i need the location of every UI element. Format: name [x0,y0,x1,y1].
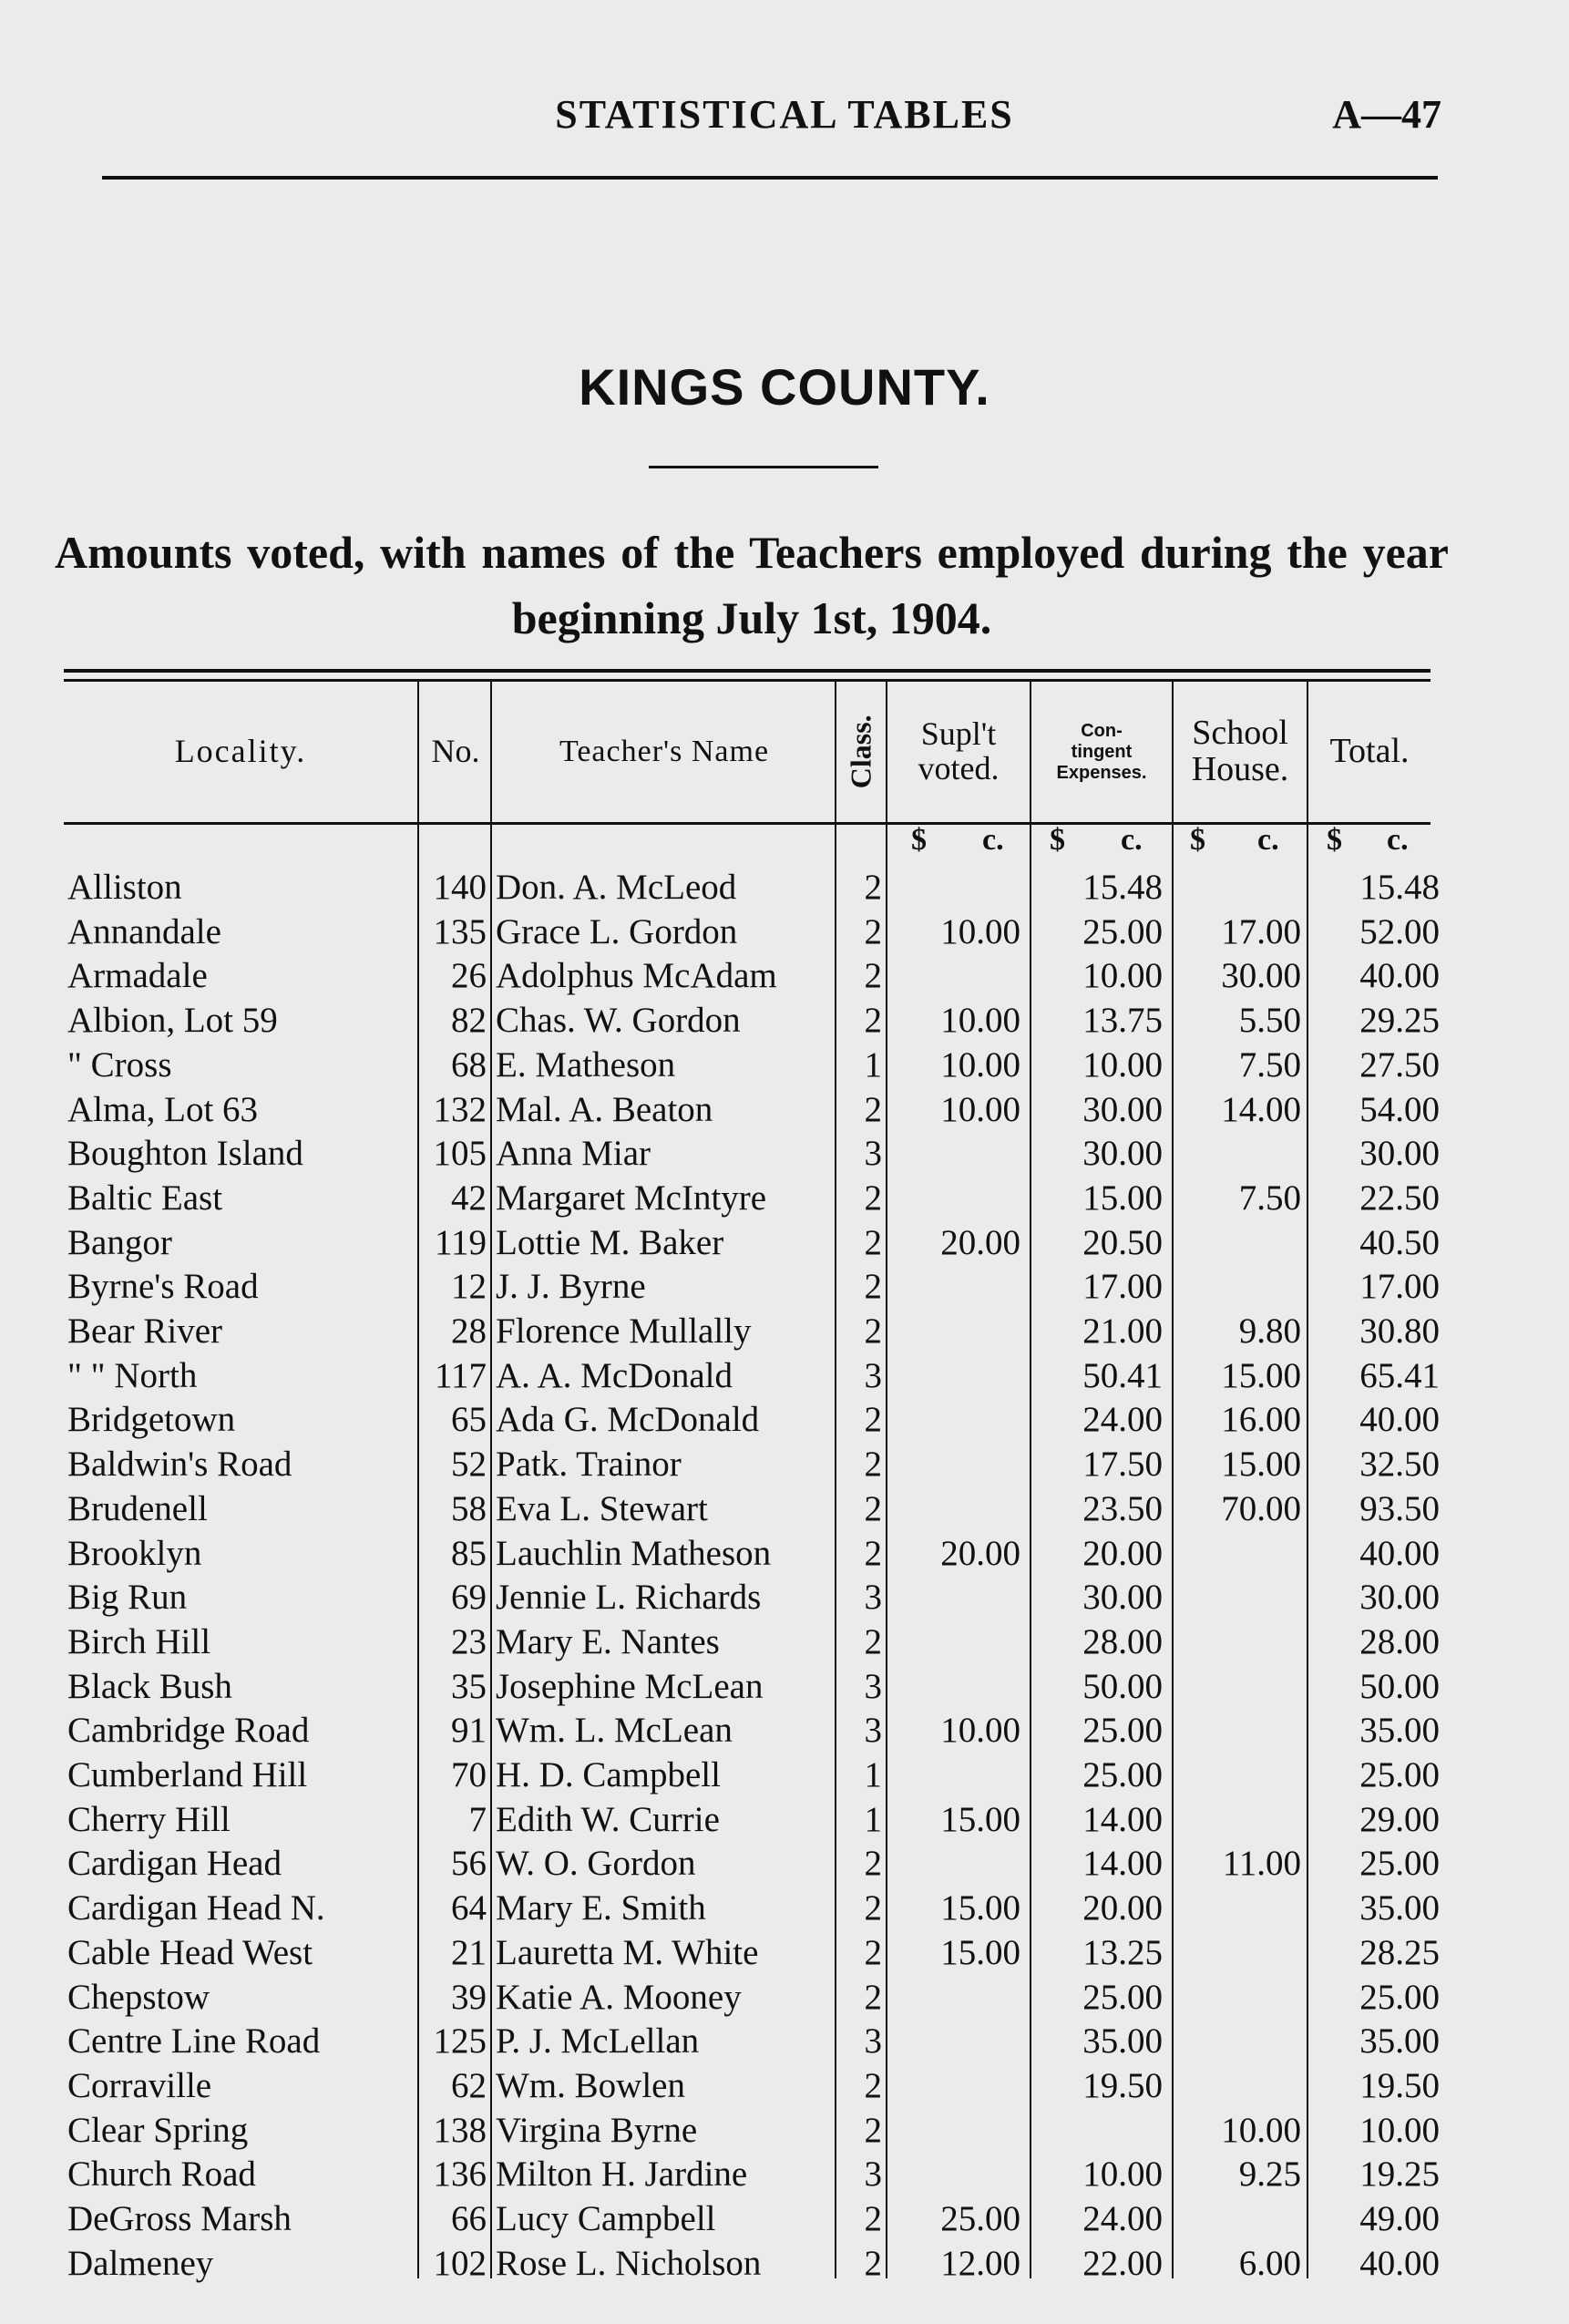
total-cell: 15.48 [1359,868,1440,907]
school-house-cell: 11.00 [1222,1844,1301,1883]
header-locality-text: Locality. [174,733,307,770]
total-cell: 30.00 [1359,1578,1440,1617]
class-cell: 2 [864,1933,882,1972]
class-cell: 2 [864,2199,882,2238]
cents-unit-3: c. [1387,823,1409,857]
column-rule [1172,682,1174,2278]
subtitle: Amounts voted, with names of the Teachers employed during the year beginning July 1st, 1904. [55,527,1449,643]
school-house-cell [1177,1753,1301,1797]
locality-cell: Annandale [67,912,221,951]
teacher-name-cell: J. J. Byrne [496,1267,646,1306]
supl-voted-cell [891,1310,1020,1353]
table-top-rule [64,669,1431,673]
number-cell: 42 [451,1178,487,1218]
class-cell: 2 [864,868,882,907]
supl-voted-cell: 20.00 [940,1223,1020,1262]
class-cell: 2 [864,1400,882,1439]
school-house-cell [1177,1976,1301,2020]
teacher-name-cell: Wm. L. McLean [496,1711,733,1750]
header-no [421,682,490,822]
contingent-cell: 17.50 [1082,1445,1163,1484]
contingent-cell: 20.00 [1082,1534,1163,1573]
total-cell: 28.00 [1359,1622,1440,1661]
class-cell: 2 [864,1844,882,1883]
locality-cell: " " North [67,1356,198,1395]
total-cell: 65.41 [1359,1356,1440,1395]
class-cell: 2 [864,1489,882,1528]
number-cell: 125 [433,2021,487,2061]
number-cell: 135 [433,912,487,951]
locality-cell: Bridgetown [67,1400,236,1439]
school-house-cell: 9.80 [1238,1311,1301,1351]
number-cell: 58 [451,1489,487,1528]
supl-voted-cell [891,2064,1020,2108]
contingent-cell: 30.00 [1082,1134,1163,1173]
class-cell: 2 [864,2111,882,2150]
supl-voted-cell [891,1132,1020,1176]
school-house-cell: 17.00 [1221,912,1301,951]
school-house-cell [1177,1132,1301,1176]
contingent-cell: 15.48 [1082,868,1163,907]
number-cell: 66 [451,2199,487,2238]
number-cell: 21 [451,1933,487,1972]
supl-voted-cell: 10.00 [940,1090,1020,1129]
locality-cell: Dalmeney [67,2244,214,2283]
header-teacher-name [494,682,835,822]
contingent-cell: 24.00 [1082,1400,1163,1439]
number-cell: 65 [451,1400,487,1439]
supl-voted-cell: 25.00 [940,2199,1020,2238]
teacher-name-cell: E. Matheson [496,1045,676,1085]
dollar-unit-2: $ [1190,823,1205,857]
contingent-cell: 23.50 [1082,1489,1163,1528]
supl-voted-cell [891,1842,1020,1886]
number-cell: 35 [451,1667,487,1706]
number-cell: 136 [433,2154,487,2194]
number-cell: 56 [451,1844,487,1883]
class-cell: 2 [864,1622,882,1661]
class-cell: 3 [864,2021,882,2061]
locality-cell: DeGross Marsh [67,2199,292,2238]
number-cell: 62 [451,2066,487,2105]
total-cell: 29.25 [1359,1001,1440,1040]
locality-cell: Alma, Lot 63 [67,1090,259,1129]
supl-voted-cell [891,1665,1020,1709]
total-cell: 50.00 [1359,1667,1440,1706]
number-cell: 105 [433,1134,487,1173]
teacher-name-cell: Margaret McIntyre [496,1178,767,1218]
teacher-name-cell: Anna Miar [496,1134,651,1173]
school-house-cell [1177,1931,1301,1975]
class-cell: 2 [864,1178,882,1218]
total-cell: 54.00 [1359,1090,1440,1129]
locality-cell: Black Bush [67,1667,232,1706]
header-school-line2: House. [1191,750,1289,788]
number-cell: 82 [451,1001,487,1040]
teacher-name-cell: Grace L. Gordon [496,912,738,951]
school-house-cell [1177,1887,1301,1930]
total-cell: 35.00 [1359,1711,1440,1750]
header-teacher-text: Teacher's Name [559,735,770,769]
teacher-name-cell: Edith W. Currie [496,1800,720,1839]
header-contingent-line2: tingent [1071,741,1133,762]
school-house-cell [1177,1532,1301,1576]
header-total-text: Total. [1329,732,1410,771]
total-cell: 25.00 [1359,1978,1440,2017]
contingent-cell: 25.00 [1082,1711,1163,1750]
locality-cell: Bangor [67,1223,172,1262]
school-house-cell [1177,2064,1301,2108]
contingent-cell: 20.00 [1082,1888,1163,1928]
class-cell: 3 [864,1134,882,1173]
class-cell: 1 [864,1800,882,1839]
total-cell: 25.00 [1359,1755,1440,1794]
column-rule [1307,682,1308,2278]
locality-cell: Albion, Lot 59 [67,1001,278,1040]
teacher-name-cell: Lauchlin Matheson [496,1534,772,1573]
county-title: KINGS COUNTY. [579,358,990,416]
contingent-cell: 15.00 [1082,1178,1163,1218]
teacher-name-cell: Lauretta M. White [496,1933,759,1972]
contingent-cell: 17.00 [1082,1267,1163,1306]
supl-voted-cell [891,1177,1020,1220]
teacher-name-cell: Lucy Campbell [496,2199,716,2238]
teacher-name-cell: Don. A. McLeod [496,868,737,907]
locality-cell: Cable Head West [67,1933,313,1972]
dollar-unit-3: $ [1327,823,1342,857]
contingent-cell: 24.00 [1082,2199,1163,2238]
class-cell: 2 [864,2244,882,2283]
supl-voted-cell [891,954,1020,998]
supl-voted-cell: 12.00 [940,2244,1020,2283]
contingent-cell: 28.00 [1082,1622,1163,1661]
number-cell: 68 [451,1045,487,1085]
column-rule [490,682,492,2278]
total-cell: 40.00 [1359,1534,1440,1573]
school-house-cell [1177,1576,1301,1620]
teacher-name-cell: Josephine McLean [496,1667,764,1706]
header-no-text: No. [431,733,480,770]
contingent-cell: 35.00 [1082,2021,1163,2061]
supl-voted-cell [891,1976,1020,2020]
teacher-name-cell: Mary E. Smith [496,1888,706,1928]
total-cell: 40.00 [1359,1400,1440,1439]
total-cell: 40.00 [1359,2244,1440,2283]
total-cell: 35.00 [1359,2021,1440,2061]
class-cell: 1 [864,1755,882,1794]
contingent-cell: 13.75 [1082,1001,1163,1040]
locality-cell: Byrne's Road [67,1267,259,1306]
locality-cell: Brudenell [67,1489,208,1528]
number-cell: 39 [451,1978,487,2017]
class-cell: 1 [864,1045,882,1085]
header-class [838,682,884,822]
supl-voted-cell [891,1576,1020,1620]
contingent-cell: 10.00 [1082,956,1163,995]
school-house-cell: 15.00 [1221,1356,1301,1395]
locality-cell: Cumberland Hill [67,1755,308,1794]
number-cell: 23 [451,1622,487,1661]
teacher-name-cell: W. O. Gordon [496,1844,696,1883]
contingent-cell [1035,2109,1163,2153]
number-cell: 28 [451,1311,487,1351]
header-class-text: Class. [844,715,877,789]
total-cell: 40.00 [1359,956,1440,995]
cents-unit-1: c. [1121,823,1143,857]
class-cell: 3 [864,1578,882,1617]
school-house-cell: 9.25 [1238,2154,1301,2194]
class-cell: 2 [864,1223,882,1262]
header-supl-voted [889,682,1028,822]
supl-voted-cell [891,1443,1020,1486]
teacher-name-cell: Florence Mullally [496,1311,752,1351]
class-cell: 2 [864,2066,882,2105]
total-cell: 40.50 [1359,1223,1440,1262]
contingent-cell: 25.00 [1082,912,1163,951]
supl-voted-cell [891,2109,1020,2153]
running-title: STATISTICAL TABLES [555,92,1014,137]
total-cell: 93.50 [1359,1489,1440,1528]
total-cell: 19.50 [1359,2066,1440,2105]
class-cell: 2 [864,912,882,951]
total-cell: 17.00 [1359,1267,1440,1306]
total-cell: 30.00 [1359,1134,1440,1173]
cents-unit-0: c. [982,823,1004,857]
locality-cell: Brooklyn [67,1534,202,1573]
column-rule [1030,682,1031,2278]
teacher-name-cell: Adolphus McAdam [496,956,777,995]
supl-voted-cell [891,2153,1020,2196]
school-house-cell [1177,1798,1301,1842]
header-total [1310,682,1429,822]
school-house-cell [1177,1265,1301,1309]
contingent-cell: 30.00 [1082,1578,1163,1617]
total-cell: 29.00 [1359,1800,1440,1839]
school-house-cell [1177,1620,1301,1664]
school-house-cell: 70.00 [1221,1489,1301,1528]
locality-cell: Corraville [67,2066,212,2105]
contingent-cell: 50.41 [1082,1356,1163,1395]
school-house-cell: 15.00 [1221,1445,1301,1484]
teacher-name-cell: Ada G. McDonald [496,1400,760,1439]
number-cell: 12 [451,1267,487,1306]
total-cell: 10.00 [1359,2111,1440,2150]
supl-voted-cell: 15.00 [940,1888,1020,1928]
locality-cell: Big Run [67,1578,188,1617]
class-cell: 3 [864,2154,882,2194]
school-house-cell [1177,2020,1301,2063]
number-cell: 140 [433,868,487,907]
supl-voted-cell: 10.00 [940,1045,1020,1085]
teacher-name-cell: Chas. W. Gordon [496,1001,741,1040]
header-rule [102,176,1438,180]
contingent-cell: 13.25 [1082,1933,1163,1972]
total-cell: 49.00 [1359,2199,1440,2238]
class-cell: 2 [864,1534,882,1573]
page-number: A—47 [1332,92,1441,137]
teacher-name-cell: Mal. A. Beaton [496,1090,713,1129]
header-supl-line1: Supl't [920,715,997,753]
class-cell: 2 [864,1267,882,1306]
school-house-cell: 10.00 [1221,2111,1301,2150]
dollar-unit-0: $ [911,823,927,857]
locality-cell: Baltic East [67,1178,223,1218]
contingent-cell: 10.00 [1082,1045,1163,1085]
number-cell: 7 [468,1800,487,1839]
number-cell: 85 [451,1534,487,1573]
school-house-cell [1177,1221,1301,1265]
supl-voted-cell [891,1753,1020,1797]
teacher-name-cell: Wm. Bowlen [496,2066,685,2105]
class-cell: 3 [864,1667,882,1706]
contingent-cell: 19.50 [1082,2066,1163,2105]
number-cell: 138 [433,2111,487,2150]
header-contingent [1033,682,1170,822]
contingent-cell: 30.00 [1082,1090,1163,1129]
school-house-cell: 5.50 [1238,1001,1301,1040]
locality-cell: Baldwin's Road [67,1445,292,1484]
teacher-name-cell: Katie A. Mooney [496,1978,742,2017]
contingent-cell: 21.00 [1082,1311,1163,1351]
supl-voted-cell [891,1398,1020,1442]
number-cell: 52 [451,1445,487,1484]
contingent-cell: 10.00 [1082,2154,1163,2194]
teacher-name-cell: Jennie L. Richards [496,1578,762,1617]
supl-voted-cell: 15.00 [940,1800,1020,1839]
class-cell: 2 [864,1445,882,1484]
school-house-cell: 6.00 [1238,2244,1301,2283]
number-cell: 91 [451,1711,487,1750]
number-cell: 69 [451,1578,487,1617]
class-cell: 2 [864,956,882,995]
class-cell: 2 [864,1090,882,1129]
locality-cell: Clear Spring [67,2111,249,2150]
class-cell: 2 [864,1978,882,2017]
locality-cell: Alliston [67,868,182,907]
total-cell: 28.25 [1359,1933,1440,1972]
teacher-name-cell: P. J. McLellan [496,2021,700,2061]
school-house-cell [1177,1709,1301,1753]
contingent-cell: 22.00 [1082,2244,1163,2283]
total-cell: 25.00 [1359,1844,1440,1883]
supl-voted-cell [891,1265,1020,1309]
locality-cell: Chepstow [67,1978,210,2017]
school-house-cell: 14.00 [1221,1090,1301,1129]
supl-voted-cell [891,1487,1020,1531]
locality-cell: Cardigan Head [67,1844,282,1883]
contingent-cell: 25.00 [1082,1978,1163,2017]
header-contingent-line1: Con- [1081,720,1123,741]
dollar-unit-1: $ [1050,823,1065,857]
teacher-name-cell: Rose L. Nicholson [496,2244,762,2283]
class-cell: 2 [864,1001,882,1040]
locality-cell: " Cross [67,1045,172,1085]
teacher-name-cell: Eva L. Stewart [496,1489,708,1528]
total-cell: 27.50 [1359,1045,1440,1085]
school-house-cell [1177,2197,1301,2241]
header-supl-line2: voted. [918,750,1000,787]
header-locality [64,682,417,822]
supl-voted-cell: 20.00 [940,1534,1020,1573]
school-house-cell: 7.50 [1238,1045,1301,1085]
supl-voted-cell [891,1620,1020,1664]
locality-cell: Church Road [67,2154,256,2194]
cents-unit-2: c. [1257,823,1279,857]
number-cell: 26 [451,956,487,995]
class-cell: 3 [864,1356,882,1395]
school-house-cell [1177,1665,1301,1709]
total-cell: 52.00 [1359,912,1440,951]
locality-cell: Boughton Island [67,1134,303,1173]
supl-voted-cell: 10.00 [940,1711,1020,1750]
teacher-name-cell: Milton H. Jardine [496,2154,748,2194]
total-cell: 19.25 [1359,2154,1440,2194]
teacher-name-cell: Lottie M. Baker [496,1223,724,1262]
locality-cell: Armadale [67,956,208,995]
contingent-cell: 14.00 [1082,1844,1163,1883]
number-cell: 119 [434,1223,487,1262]
school-house-cell: 16.00 [1221,1400,1301,1439]
number-cell: 132 [433,1090,487,1129]
locality-cell: Cambridge Road [67,1711,310,1750]
header-bottom-rule [64,822,1431,825]
header-contingent-line3: Expenses. [1056,762,1147,783]
school-house-cell [1177,866,1301,910]
column-rule [886,682,887,2278]
total-cell: 30.80 [1359,1311,1440,1351]
header-school-house [1175,682,1305,822]
supl-voted-cell: 10.00 [940,1001,1020,1040]
title-rule [649,466,878,468]
running-head [0,84,1569,139]
number-cell: 102 [433,2244,487,2283]
contingent-cell: 25.00 [1082,1755,1163,1794]
number-cell: 70 [451,1755,487,1794]
teacher-name-cell: Mary E. Nantes [496,1622,720,1661]
teacher-name-cell: H. D. Campbell [496,1755,721,1794]
class-cell: 2 [864,1311,882,1351]
supl-voted-cell: 10.00 [940,912,1020,951]
teacher-name-cell: Patk. Trainor [496,1445,682,1484]
locality-cell: Bear River [67,1311,223,1351]
class-cell: 3 [864,1711,882,1750]
school-house-cell: 7.50 [1238,1178,1301,1218]
header-school-line1: School [1192,714,1288,753]
locality-cell: Cardigan Head N. [67,1888,325,1928]
supl-voted-cell [891,2020,1020,2063]
contingent-cell: 20.50 [1082,1223,1163,1262]
supl-voted-cell [891,1354,1020,1398]
locality-cell: Birch Hill [67,1622,211,1661]
supl-voted-cell [891,866,1020,910]
locality-cell: Centre Line Road [67,2021,321,2061]
total-cell: 32.50 [1359,1445,1440,1484]
number-cell: 64 [451,1888,487,1928]
supl-voted-cell: 15.00 [940,1933,1020,1972]
class-cell: 2 [864,1888,882,1928]
number-cell: 117 [434,1356,487,1395]
teacher-name-cell: Virgina Byrne [496,2111,698,2150]
teacher-name-cell: A. A. McDonald [496,1356,733,1395]
school-house-cell: 30.00 [1221,956,1301,995]
locality-cell: Cherry Hill [67,1800,231,1839]
contingent-cell: 14.00 [1082,1800,1163,1839]
contingent-cell: 50.00 [1082,1667,1163,1706]
total-cell: 35.00 [1359,1888,1440,1928]
total-cell: 22.50 [1359,1178,1440,1218]
